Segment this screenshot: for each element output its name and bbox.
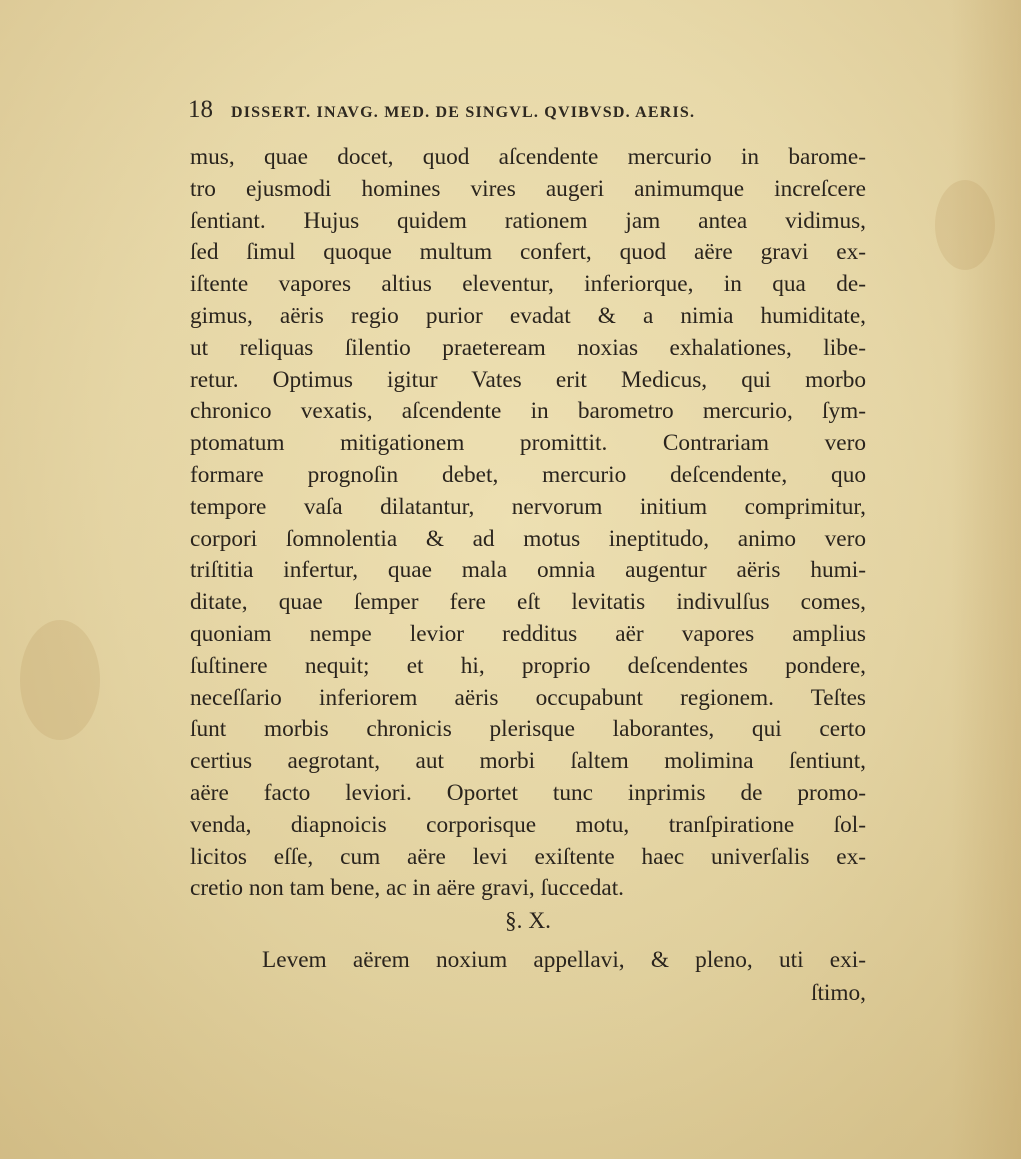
text-line: tro ejusmodi homines vires augeri animumque increſcere [190,175,866,202]
text-line: ſunt morbis chronicis plerisque laborantes, qui certo [190,716,866,743]
text-line: triſtitia infertur, quae mala omnia augentur aëris humi- [190,557,866,584]
text-line: ut reliquas ſilentio praeteream noxias exhalationes, libe- [190,334,866,361]
page-edge-shadow [951,0,1021,1159]
text-line: venda, diapnoicis corporisque motu, tranſpiratione ſol- [190,811,866,838]
paper-stain [20,620,100,740]
section-heading: §. X. [505,908,551,934]
text-line: neceſſario inferiorem aëris occupabunt regionem. Teſtes [190,684,866,711]
text-line: mus, quae docet, quod aſcendente mercurio in barome- [190,144,866,170]
text-line: chronico vexatis, aſcendente in barometro mercurio, ſym- [190,398,866,425]
text-line: retur. Optimus igitur Vates erit Medicus, qui morbo [190,366,866,393]
text-line: ſed ſimul quoque multum confert, quod aëre gravi ex- [190,239,866,266]
text-line: corpori ſomnolentia & ad motus ineptitudo, animo vero [190,525,866,552]
text-line: cretio non tam bene, ac in aëre gravi, ſuccedat. [190,875,625,902]
text-line: iſtente vapores altius eleventur, inferiorque, in qua de- [190,271,866,298]
text-line: certius aegrotant, aut morbi ſaltem molimina ſentiunt, [190,748,866,775]
text-line: formare prognoſin debet, mercurio deſcendente, quo [190,461,866,488]
text-line: ſentiant. Hujus quidem rationem jam antea vidimus, [190,207,866,234]
page-number: 18 [188,96,213,123]
body-text [190,142,866,905]
text-line: quoniam nempe levior redditus aër vapores amplius [190,620,866,647]
text-line: aëre facto leviori. Oportet tunc inprimis de promo- [190,779,866,806]
running-head-title: DISSERT. INAVG. MED. DE SINGVL. QVIBVSD. AERIS. [231,104,696,121]
paper-stain [935,180,995,270]
text-line: ptomatum mitigationem promittit. Contrariam vero [190,430,866,457]
text-line: tempore vaſa dilatantur, nervorum initium comprimitur, [190,493,866,520]
running-header [188,96,828,124]
catchword: ſtimo, [810,980,866,1006]
text-line: gimus, aëris regio purior evadat & a nimia humiditate, [190,302,866,329]
paragraph-start [262,943,866,977]
text-line: ditate, quae ſemper fere eſt levitatis indivulſus comes, [190,589,866,616]
text-line: Levem aërem noxium appellavi, & pleno, uti exi- [262,947,866,973]
text-line: ſuſtinere nequit; et hi, proprio deſcendentes pondere, [190,652,866,679]
text-line: licitos eſſe, cum aëre levi exiſtente haec univerſalis ex- [190,843,866,870]
